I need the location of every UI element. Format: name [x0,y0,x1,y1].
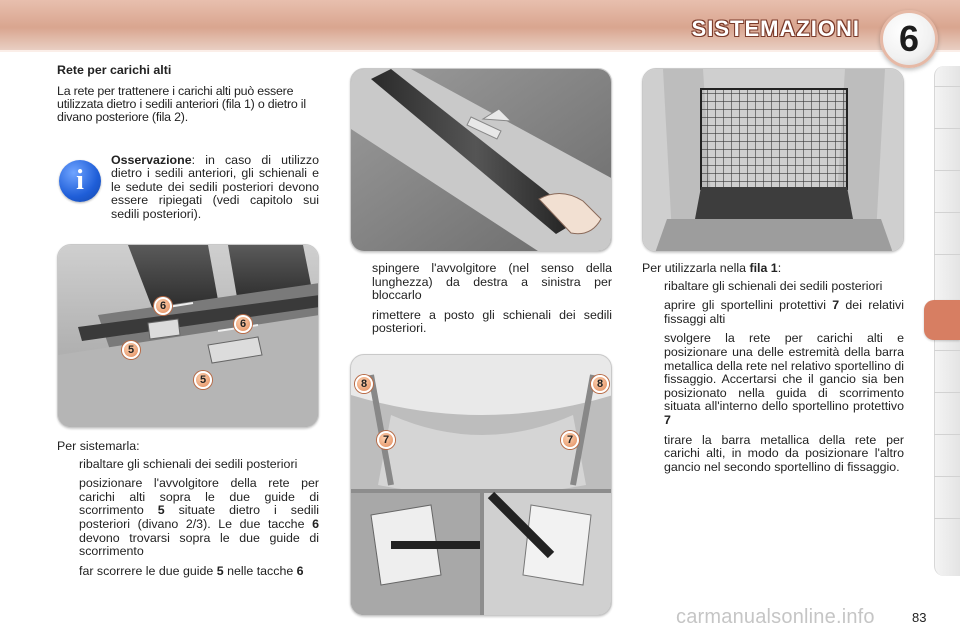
list-item: aprire gli sportellini protettivi 7 dei relativi fissaggi alti [664,298,904,326]
chapter-tabs [934,66,960,576]
left-column [57,64,319,124]
illustration-cargo-net [642,68,904,252]
right-column [642,262,904,480]
list-item: posizionare l'avvolgitore della rete per carichi alti sopra le due guide di scorrimento 5 situate dietro i sedili posteriori (divano 2/3). Le due tacche 6 devono trovarsi sopra le due guide di scorrimento [79,476,319,559]
chapter-title: SISTEMAZIONI [691,16,860,41]
intro-paragraph: La rete per trattenere i carichi alti può essere utilizzata dietro i sedili anteriori (fila 1) o dietro il divano posteriore (fila 2). [57,83,306,124]
observation-text [111,154,319,221]
middle-step-list [350,262,612,336]
list-item: far scorrere le due guide 5 nelle tacche 6 [79,563,304,578]
observation-note [57,154,319,234]
observation-label: Osservazione [111,153,192,167]
chapter-badge [880,10,938,68]
illustration-roller-push [350,68,612,252]
header-band [0,0,960,59]
list-item: ribaltare gli schienali dei sedili posteriori [664,278,883,293]
observation-body: : in caso di utilizzo dietro i sedili anteriori, gli schienali e le sedute dei sedili posteriori devono essere ripiegati (vedi capitolo sui sedili posteriori). [111,153,319,221]
chapter-tab-2[interactable] [934,128,960,168]
chapter-tab-8[interactable] [934,392,960,432]
callout-7: 7 [377,431,395,449]
chapter-tab-9[interactable] [934,434,960,474]
list-item: rimettere a posto gli schienali dei sedili posteriori. [372,307,612,336]
section-title: Rete per carichi alti [57,63,172,77]
watermark: carmanualsonline.info [676,606,875,628]
rear-seat-illustration [58,245,319,428]
left-procedure [57,440,319,584]
left-step-list [57,458,319,579]
info-icon: i [59,160,101,202]
callout-6: 6 [154,297,172,315]
chapter-tab-7[interactable] [934,350,960,390]
roller-illustration [351,69,612,252]
chapter-tab-10[interactable] [934,476,960,516]
illustration-rear-seat-guides [57,244,319,428]
list-item: tirare la barra metallica della rete per carichi alti, in modo da posizionare l'altro gancio nel secondo sportellino di fissaggio. [664,432,904,474]
callout-5: 5 [194,371,212,389]
chapter-tab-3[interactable] [934,170,960,210]
list-item: svolgere la rete per carichi alti e posizionare una delle estremità della barra metallica della rete nel relativo sportellino di fissaggio. Accertarsi che il gancio sia ben posizionato nella guida di scorrimento situata all'interno dello sportellino protettivo 7 [664,331,904,427]
list-item: spingere l'avvolgitore (nel senso della lunghezza) da destra a sinistra per bloccarlo [372,261,612,303]
callout-8: 8 [591,375,609,393]
callout-6: 6 [234,315,252,333]
callout-8: 8 [355,375,373,393]
callout-5: 5 [122,341,140,359]
illustration-roof-fixings [350,354,612,616]
callout-7: 7 [561,431,579,449]
chapter-tab-6-active[interactable] [924,300,960,340]
chapter-tab-5[interactable] [934,254,960,294]
roof-fixings-illustration [351,355,612,616]
chapter-tab-4[interactable] [934,212,960,252]
chapter-number: 6 [898,18,920,59]
right-intro: Per utilizzarla nella fila 1: [642,261,782,275]
list-item: ribaltare gli schienali dei sedili posteriori [79,456,298,471]
chapter-tab-11[interactable] [934,518,960,558]
right-step-list [642,280,904,475]
middle-column [350,262,612,342]
page-number: 83 [912,610,927,625]
procedure-intro: Per sistemarla: [57,439,140,453]
cargo-net-illustration [643,69,904,252]
chapter-tab-1[interactable] [934,86,960,126]
